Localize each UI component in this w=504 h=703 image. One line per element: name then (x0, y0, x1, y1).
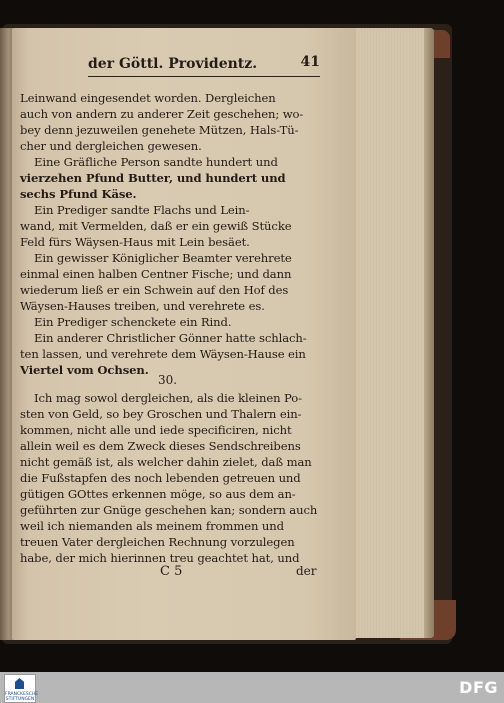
text-line: gütigen GOttes erkennen möge, so aus dem an- (20, 487, 296, 501)
text-line: weil ich niemanden als meinem frommen und (20, 519, 284, 533)
text-line: Ein anderer Christlicher Gönner hatte schlach- (34, 331, 307, 345)
text-line: ten lassen, und verehrete dem Wäysen-Hause ein (20, 347, 306, 361)
signature-mark: C 5 (160, 564, 183, 579)
text-line: vierzehen Pfund Butter, und hundert und (20, 171, 286, 185)
section-number: 30. (158, 373, 178, 387)
text-line: geführten zur Gnüge geschehen kan; sondern auch (20, 503, 318, 517)
text-line: Ein Prediger schenckete ein Rind. (34, 315, 232, 329)
text-line: bey denn jezuweilen genehete Mützen, Hals-Tü- (20, 123, 299, 137)
text-line: die Fußstapfen des noch lebenden getreuen und (20, 471, 301, 485)
text-line: habe, der mich hierinnen treu geachtet hat, und (20, 551, 300, 565)
text-line: nicht gemäß ist, als welcher dahin zielet, daß man (20, 455, 312, 469)
text-line: kommen, nicht alle und iede specificiren, nicht (20, 423, 292, 437)
francke-foundation-logo[interactable] (4, 674, 39, 703)
text-line: sechs Pfund Käse. (20, 187, 137, 201)
text-line: Ich mag sowol dergleichen, als die kleinen Po- (34, 391, 302, 405)
page-number: 41 (300, 54, 320, 70)
building-icon (15, 678, 24, 689)
running-head (88, 56, 320, 77)
text-line: auch von andern zu anderer Zeit geschehen; wo- (20, 107, 304, 121)
text-line: Ein gewisser Königlicher Beamter verehrete (34, 251, 292, 265)
viewer-footer-bar (0, 672, 504, 703)
text-line: wand, mit Vermelden, daß er ein gewiß Stücke (20, 219, 292, 233)
logo-caption: FRANCKESCHE STIFTUNGEN (5, 692, 39, 702)
text-line: Wäysen-Hauses treiben, und verehrete es. (20, 299, 265, 313)
text-line: Feld fürs Wäysen-Haus mit Lein besäet. (20, 235, 250, 249)
text-line: Leinwand eingesendet worden. Dergleichen (20, 91, 276, 105)
dfg-logo[interactable]: DFG (459, 678, 498, 697)
text-line: wiederum ließ er ein Schwein auf den Hof des (20, 283, 289, 297)
running-title: der Göttl. Providentz. (88, 56, 258, 72)
text-line: einmal einen halben Centner Fische; und dann (20, 267, 292, 281)
page-fore-edge (352, 28, 434, 638)
text-line: sten von Geld, so bey Groschen und Thalern ein- (20, 407, 302, 421)
text-line: Ein Prediger sandte Flachs und Lein- (34, 203, 250, 217)
catchword: der (296, 564, 317, 578)
text-line: treuen Vater dergleichen Rechnung vorzulegen (20, 535, 295, 549)
text-line: cher und dergleichen gewesen. (20, 139, 202, 153)
text-line: Viertel vom Ochsen. (20, 363, 149, 377)
text-line: Eine Gräfliche Person sandte hundert und (34, 155, 278, 169)
text-line: allein weil es dem Zweck dieses Sendschreibens (20, 439, 301, 453)
